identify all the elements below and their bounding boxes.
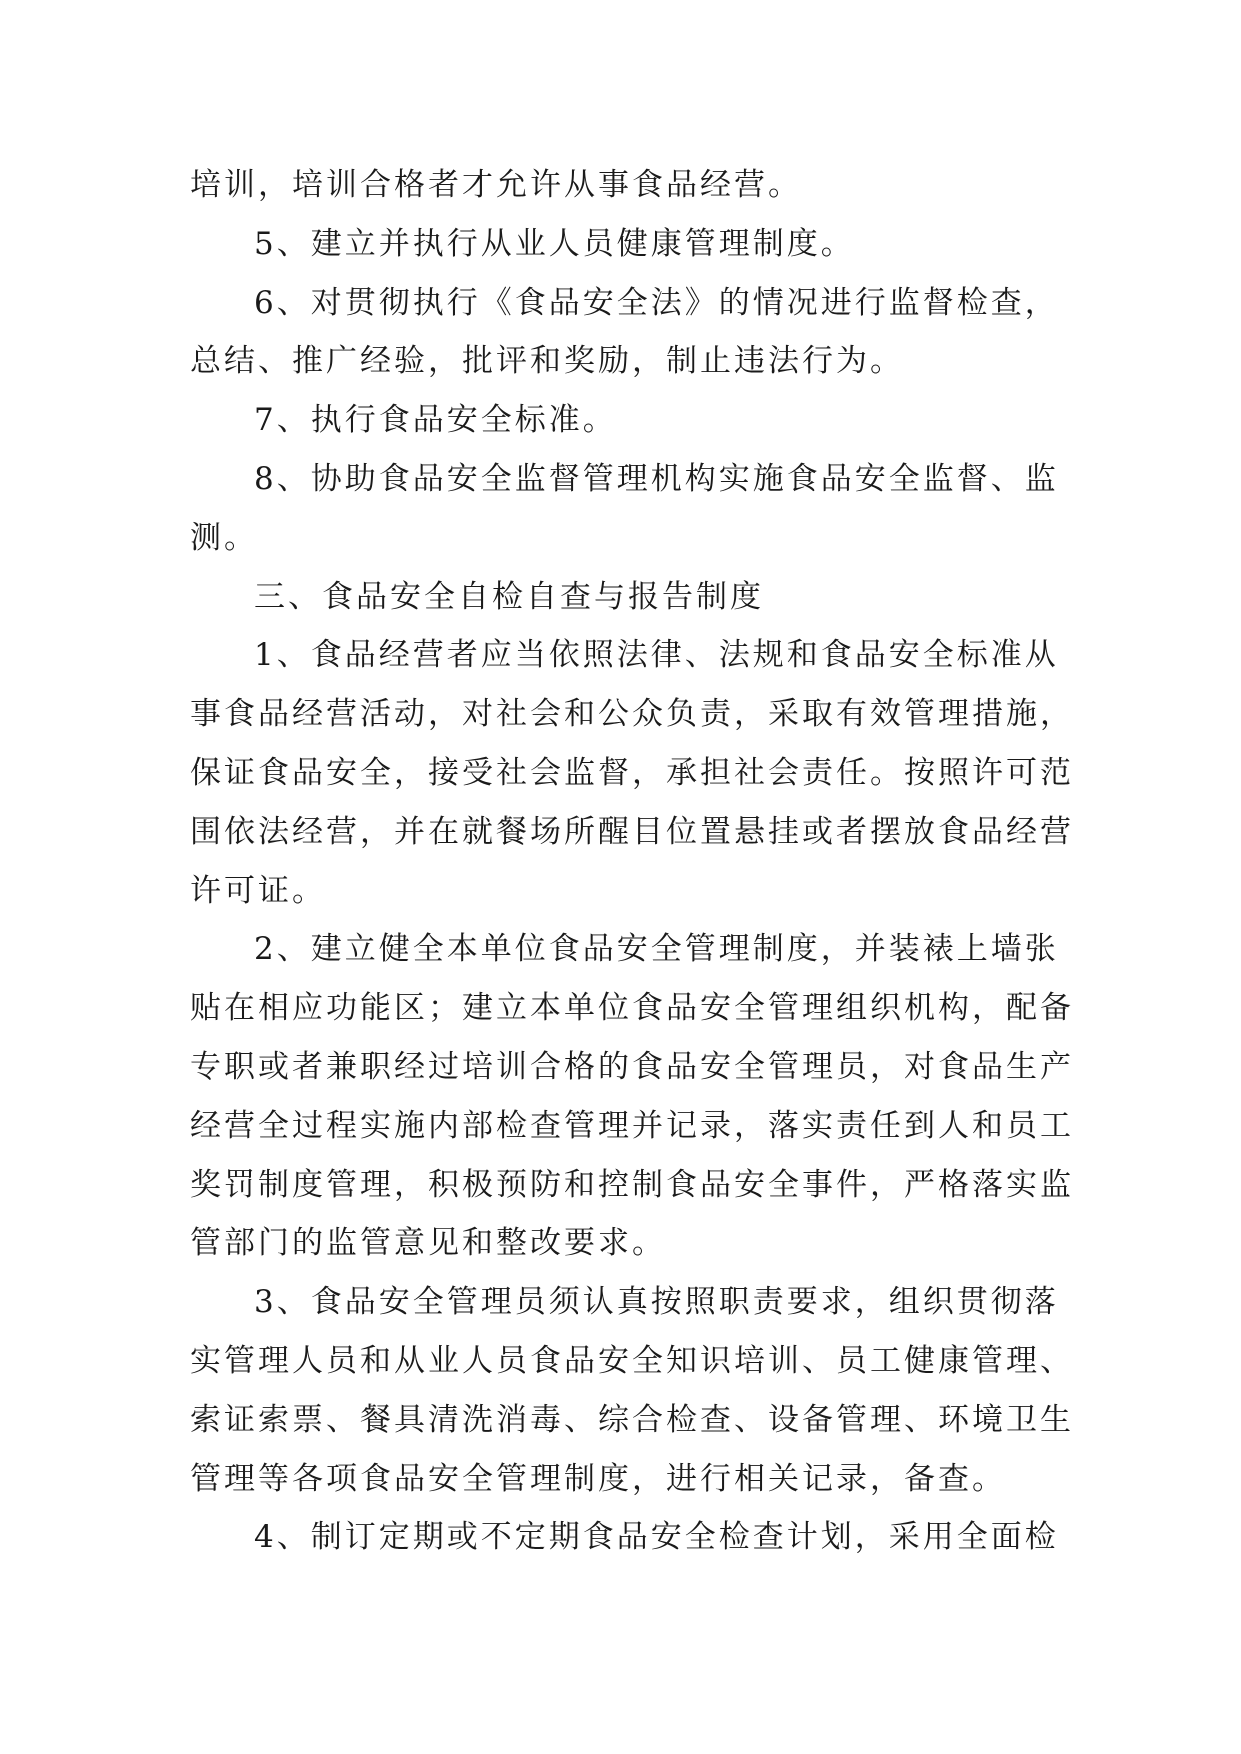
text-line: 事食品经营活动，对社会和公众负责，采取有效管理措施， <box>190 696 1074 733</box>
text-line: 专职或者兼职经过培训合格的食品安全管理员，对食品生产 <box>190 1048 1074 1085</box>
text-line: 7、执行食品安全标准。 <box>254 402 617 439</box>
text-line: 测。 <box>190 519 258 556</box>
text-line: 围依法经营，并在就餐场所醒目位置悬挂或者摆放食品经营 <box>190 813 1074 850</box>
text-line: 2、建立健全本单位食品安全管理制度，并装裱上墙张 <box>254 931 1059 968</box>
text-line: 许可证。 <box>190 872 326 909</box>
text-line: 4、制订定期或不定期食品安全检查计划，采用全面检 <box>254 1519 1059 1556</box>
text-line: 管理等各项食品安全管理制度，进行相关记录，备查。 <box>190 1460 1006 1497</box>
text-line: 保证食品安全，接受社会监督，承担社会责任。按照许可范 <box>190 754 1074 791</box>
text-line: 6、对贯彻执行《食品安全法》的情况进行监督检查， <box>254 284 1059 321</box>
text-line: 经营全过程实施内部检查管理并记录，落实责任到人和员工 <box>190 1107 1074 1144</box>
text-line: 培训，培训合格者才允许从事食品经营。 <box>190 167 802 203</box>
text-line: 管部门的监管意见和整改要求。 <box>190 1225 666 1262</box>
text-line: 奖罚制度管理，积极预防和控制食品安全事件，严格落实监 <box>190 1166 1074 1203</box>
text-line: 索证索票、餐具清洗消毒、综合检查、设备管理、环境卫生 <box>190 1401 1074 1438</box>
text-line: 3、食品安全管理员须认真按照职责要求，组织贯彻落 <box>254 1284 1059 1321</box>
text-line: 实管理人员和从业人员食品安全知识培训、员工健康管理、 <box>190 1342 1074 1379</box>
text-line: 1、食品经营者应当依照法律、法规和食品安全标准从 <box>254 637 1059 674</box>
section-heading: 三、食品安全自检自查与报告制度 <box>254 578 764 615</box>
text-line: 贴在相应功能区；建立本单位食品安全管理组织机构，配备 <box>190 990 1074 1027</box>
text-line: 总结、推广经验，批评和奖励，制止违法行为。 <box>190 343 904 380</box>
text-line: 5、建立并执行从业人员健康管理制度。 <box>254 225 855 262</box>
document-body <box>190 156 1074 1567</box>
text-line: 8、协助食品安全监督管理机构实施食品安全监督、监 <box>254 460 1059 497</box>
